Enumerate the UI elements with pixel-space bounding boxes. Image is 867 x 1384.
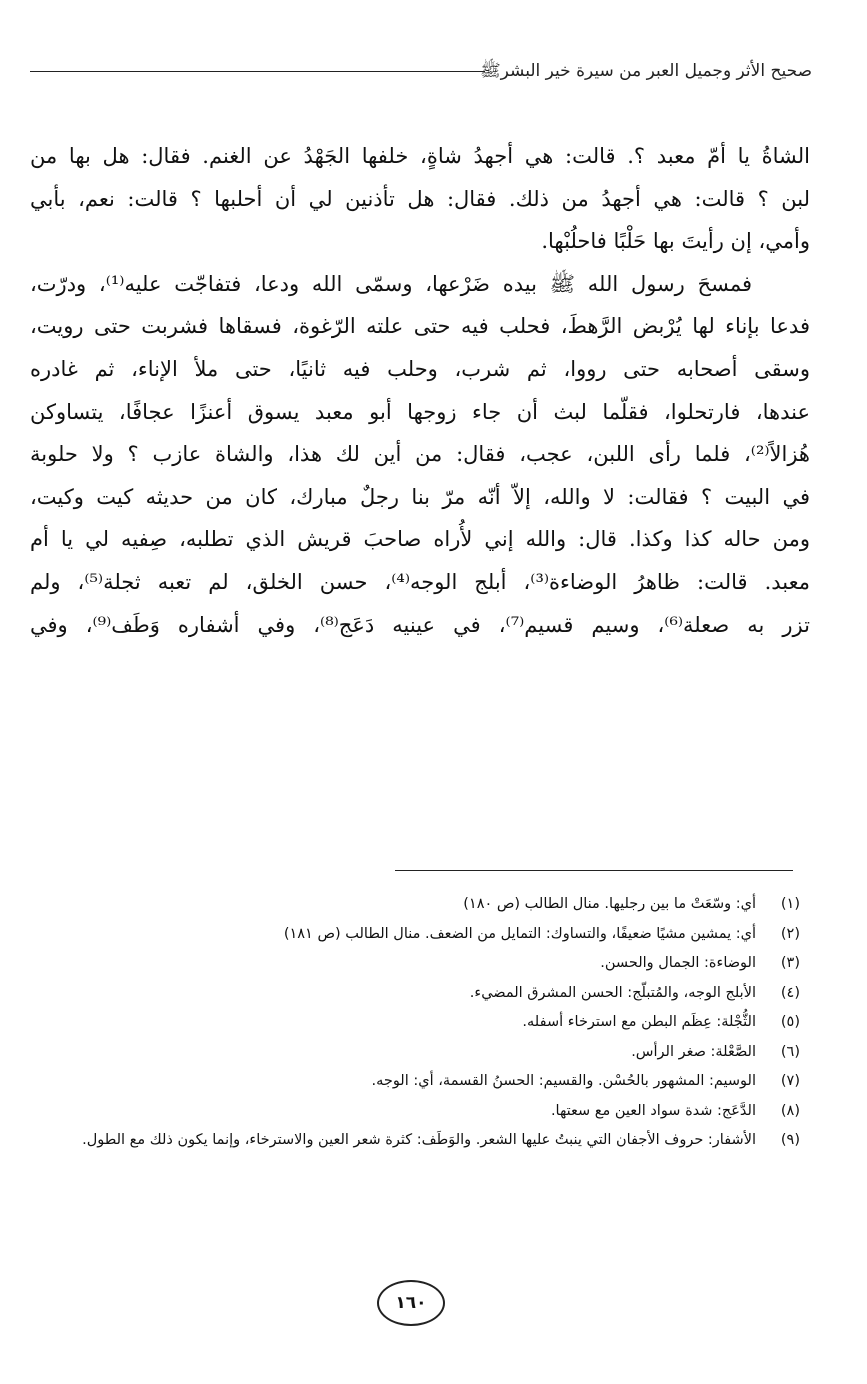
footnote-number: (٢) (780, 925, 800, 942)
text-line: الشاةُ يا أمّ معبد ؟. قالت: هي أجهدُ شاةٍ، خلفها الجَهْدُ عن الغنم. فقال: هل بها من (30, 144, 810, 168)
footnote-number: (١) (780, 896, 800, 912)
page-number: ١٦٠ (377, 1280, 445, 1326)
footnote-text: الوسيم: المشهور بالحُسْن. والقسيم: الحسنُ القسمة، أي: الوجه. (371, 1073, 756, 1089)
footnotes-list (40, 890, 800, 1156)
footnote-item (40, 1067, 800, 1097)
footnote-item (40, 890, 800, 920)
text-line: عندها، فارتحلوا، فقلّما لبث أن جاء زوجها أبو معبد يسوق أعنزًا عجافًا، يتساوكن (30, 399, 810, 424)
footnote-text: الثُّجْلة: عِظَم البطن مع استرخاء أسفله. (522, 1014, 756, 1030)
header-title: صحيح الأثر وجميل العبر من سيرة خير البشرﷺ (480, 61, 812, 81)
text-line: فدعا بإناء لها يُرْبض الرَّهطَ، فحلب فيه حتى علته الرّغوة، فسقاها فشربت حتى رويت، (30, 314, 810, 339)
text-line: معبد. قالت: ظاهرُ الوضاءة⁽³⁾، أبلج الوجه⁽⁴⁾، حسن الخلق، لم تعبه ثجلة⁽⁵⁾، ولم (30, 569, 810, 594)
text-line: وأمي، إن رأيتَ بها حَلْبًا فاحلُبْها. (541, 229, 810, 254)
footnote-text: الأبلج الوجه، والمُتبلّج: الحسن المشرق المضيء. (469, 984, 756, 1001)
footnote-item (40, 949, 800, 979)
footnote-number: (٨) (780, 1102, 800, 1119)
footnote-item (40, 1097, 800, 1127)
text-line: هُزالاً⁽²⁾، فلما رأى اللبن، عجب، فقال: من أين لك هذا، والشاة عازب ؟ ولا حلوبة (30, 442, 810, 467)
footnote-number: (٣) (780, 955, 800, 971)
footnote-item (40, 979, 800, 1009)
text-line: وسقى أصحابه حتى رووا، ثم شرب، وحلب فيه ثانيًا، حتى ملأ الإناء، ثم غادره (30, 356, 810, 381)
footnote-number: (٥) (780, 1014, 800, 1030)
header-rule (30, 71, 485, 72)
text-line: في البيت ؟ فقالت: لا والله، إلاّ أنّه مرّ بنا رجلٌ مبارك، كان من حديثه كيت وكيت، (30, 484, 810, 509)
footnote-text: الأشفار: حروف الأجفان التي ينبتُ عليها الشعر. والوَطَف: كثرة شعر العين والاسترخاء، وإنما يكون ذلك مع الطول. (82, 1132, 756, 1148)
footnote-number: (٩) (780, 1132, 800, 1148)
footnote-rule (395, 870, 793, 871)
text-line: فمسحَ رسول الله ﷺ بيده ضَرْعها، وسمّى الله ودعا، فتفاجّت عليه⁽¹⁾، ودرّت، (30, 271, 752, 296)
footnote-text: الصَّعْلة: صغر الرأس. (631, 1043, 756, 1060)
text-line: لبن ؟ قالت: هي أجهدُ من ذلك. فقال: هل تأذنين لي أن أحلبها ؟ قالت: نعم، بأبي (30, 186, 810, 211)
footnote-item (40, 920, 800, 950)
main-text (30, 135, 810, 646)
footnote-item (40, 1038, 800, 1068)
footnote-item (40, 1008, 800, 1038)
footnote-text: أي: وسّعَتْ ما بين رجليها. منال الطالب (ص ١٨٠) (463, 896, 756, 912)
footnote-text: الوضاءة: الجمال والحسن. (600, 955, 756, 971)
footnote-item (40, 1126, 800, 1156)
footnote-text: الدَّعَج: شدة سواد العين مع سعتها. (550, 1102, 756, 1119)
text-line: تزر به صعلة⁽⁶⁾، وسيم قسيم⁽⁷⁾، في عينيه دَعَج⁽⁸⁾، وفي أشفاره وَطَف⁽⁹⁾، وفي (30, 612, 810, 637)
footnote-number: (٧) (780, 1073, 800, 1089)
footnote-number: (٦) (780, 1043, 800, 1060)
footnote-number: (٤) (780, 984, 800, 1001)
footnote-text: أي: يمشين مشيًا ضعيفًا، والتساوك: التمايل من الضعف. منال الطالب (ص ١٨١) (283, 925, 756, 942)
running-header (30, 60, 812, 90)
text-line: ومن حاله كذا وكذا. قال: والله إني لأُراه صاحبَ قريش الذي تطلبه، صِفيه لي يا أم (30, 527, 810, 552)
